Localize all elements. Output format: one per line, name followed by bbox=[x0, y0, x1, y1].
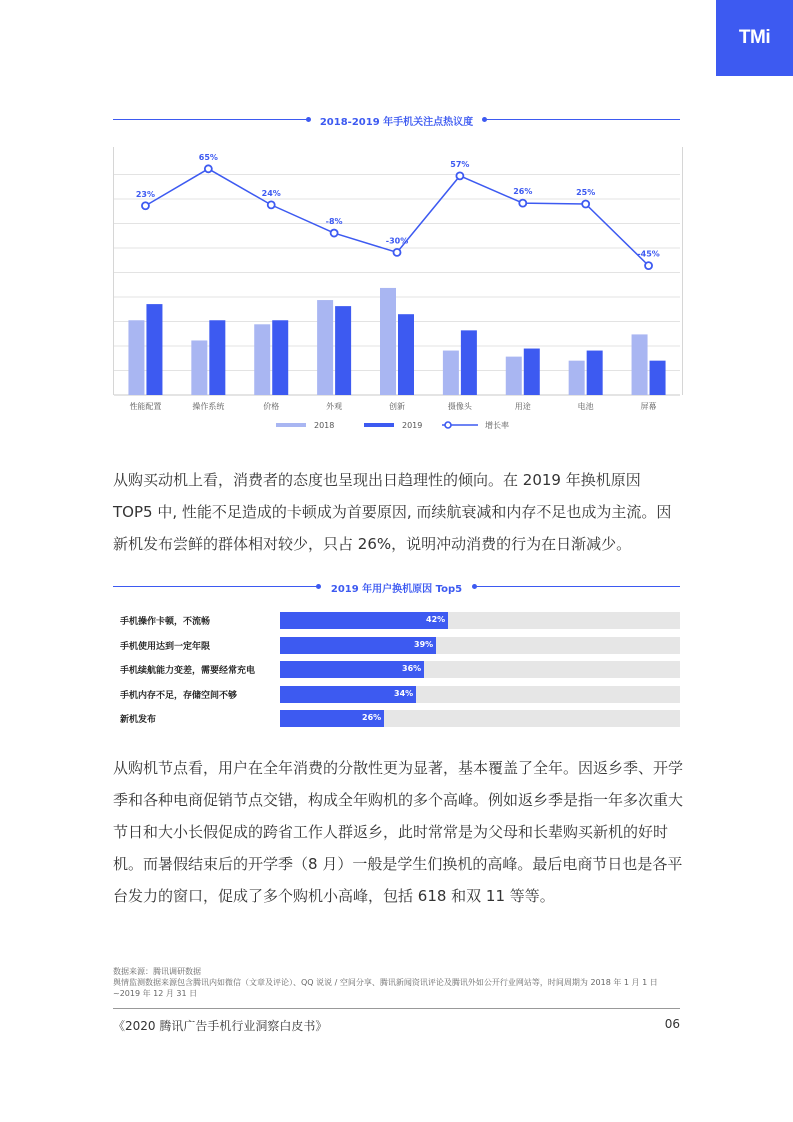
hbar-value-label: 34% bbox=[394, 688, 414, 698]
chart1-title: 2018-2019 年手机关注点热议度 bbox=[319, 117, 474, 128]
bar-2019 bbox=[650, 361, 666, 395]
growth-rate-label: 57% bbox=[450, 159, 470, 169]
source-line-1: 数据来源：腾讯调研数据 bbox=[113, 967, 201, 976]
hbar-row bbox=[120, 710, 680, 727]
growth-rate-point bbox=[268, 201, 275, 208]
paragraph-purchase-timing: 从购机节点看，用户在全年消费的分散性更为显著，基本覆盖了全年。因返乡季、开学季和各种电商促销节点交错，构成全年购机的多个高峰。例如返乡季是指一年多次重大节日和大小长假促成的跨省工作人群返乡，此时常常是为父母和长辈购买新机的好时机。而暑假结束后的开学季（8 月）一般是学生们换机的高峰。最后电商节日也是各平台发力的窗口，促成了多个购机小高峰，包括 618 和双 11 等等。 bbox=[113, 759, 684, 905]
growth-rate-point bbox=[519, 200, 526, 207]
hbar-track bbox=[280, 710, 680, 727]
x-tick-label: 价格 bbox=[263, 402, 280, 411]
growth-rate-label: 23% bbox=[135, 189, 156, 199]
hbar-category-label: 手机续航能力变差，需要经常充电 bbox=[120, 666, 256, 676]
footer-book-title: 《2020 腾讯广告手机行业洞察白皮书》 bbox=[113, 1019, 328, 1033]
bar-2018 bbox=[317, 300, 333, 395]
growth-rate-label: 26% bbox=[513, 187, 533, 197]
hbar-row bbox=[120, 612, 680, 629]
x-tick-label: 电池 bbox=[577, 402, 594, 411]
hbar-value-label: 26% bbox=[362, 713, 382, 722]
source-line-2: 舆情监测数据来源包含腾讯内如微信（文章及评论）、QQ 说说 / 空间分享、腾讯新闻资讯评论及腾讯外如公开行业网站等，时间周期为 2018 年 1 月 1 日 ~2019 年 12 月 31 日 bbox=[113, 978, 658, 998]
bar-2018 bbox=[443, 351, 459, 395]
hbar-track bbox=[280, 661, 680, 678]
hbar-category-label: 手机使用达到一定年限 bbox=[120, 641, 211, 652]
hbar-value-label: 36% bbox=[402, 664, 422, 673]
bar-2019 bbox=[209, 320, 225, 395]
growth-rate-point bbox=[456, 172, 463, 179]
bar-2018 bbox=[191, 340, 207, 395]
hbar-category-label: 新机发布 bbox=[120, 715, 157, 725]
hbar-fill bbox=[280, 612, 448, 629]
chart1-svg bbox=[0, 140, 793, 440]
growth-rate-label: -45% bbox=[637, 249, 660, 259]
bar-2019 bbox=[461, 330, 477, 395]
x-tick-label: 外观 bbox=[326, 402, 343, 411]
growth-rate-label: -8% bbox=[325, 217, 343, 227]
tmi-logo: TMi bbox=[716, 0, 793, 76]
bar-2019 bbox=[335, 306, 351, 395]
legend-label-2019: 2019 bbox=[402, 421, 423, 430]
x-tick-label: 创新 bbox=[389, 402, 405, 411]
growth-rate-point bbox=[205, 165, 212, 172]
chart2-title: 2019 年用户换机原因 Top5 bbox=[330, 584, 463, 595]
growth-rate-label: 65% bbox=[198, 152, 218, 162]
page-number: 06 bbox=[664, 1017, 680, 1031]
chart1-title-bar bbox=[113, 114, 680, 126]
hbar-category-label: 手机内存不足，存储空间不够 bbox=[120, 690, 238, 701]
x-tick-label: 用途 bbox=[514, 402, 531, 411]
x-tick-label: 操作系统 bbox=[192, 402, 225, 411]
x-tick-label: 屏幕 bbox=[640, 402, 657, 411]
bar-2018 bbox=[254, 324, 270, 395]
hbar-category-label: 手机操作卡顿，不流畅 bbox=[120, 617, 211, 627]
growth-rate-point bbox=[645, 262, 652, 269]
hbar-row bbox=[120, 637, 680, 654]
hbar-track bbox=[280, 686, 680, 703]
bar-2018 bbox=[380, 288, 396, 395]
hbar-track bbox=[280, 637, 680, 654]
growth-rate-label: 25% bbox=[576, 188, 596, 197]
legend-swatch-2019 bbox=[364, 423, 394, 427]
bar-2018 bbox=[128, 320, 144, 395]
legend-swatch-2018 bbox=[276, 423, 306, 427]
footer-divider bbox=[113, 1008, 680, 1009]
data-source-note bbox=[113, 966, 683, 999]
growth-rate-point bbox=[394, 249, 401, 256]
legend-marker-growth bbox=[445, 422, 451, 428]
bar-2018 bbox=[569, 361, 585, 395]
legend-label-growth: 增长率 bbox=[485, 421, 509, 430]
growth-rate-point bbox=[142, 202, 149, 209]
hbar-row bbox=[120, 686, 680, 703]
x-tick-label: 摄像头 bbox=[447, 402, 472, 411]
hbar-value-label: 42% bbox=[426, 615, 446, 624]
x-tick-label: 性能配置 bbox=[129, 402, 162, 411]
growth-rate-point bbox=[331, 230, 338, 237]
chart2-title-bar bbox=[113, 581, 680, 593]
hbar-fill bbox=[280, 637, 436, 654]
bar-2019 bbox=[272, 320, 288, 395]
bar-2019 bbox=[146, 304, 162, 395]
legend-label-2018: 2018 bbox=[314, 421, 335, 430]
bar-2018 bbox=[632, 334, 648, 395]
bar-2019 bbox=[524, 349, 540, 395]
growth-rate-label: -30% bbox=[385, 236, 409, 246]
hbar-track bbox=[280, 612, 680, 629]
paragraph-purchase-motivation: 从购买动机上看，消费者的态度也呈现出日趋理性的倾向。在 2019 年换机原因 TOP5 中, 性能不足造成的卡顿成为首要原因, 而续航衰减和内存不足也成为主流。因新机发布尝鲜的群体相对较少，只占 26%，说明冲动消费的行为在日渐减少。 bbox=[113, 471, 672, 553]
hbar-value-label: 39% bbox=[414, 639, 434, 649]
growth-rate-label: 24% bbox=[261, 188, 281, 198]
bar-2019 bbox=[398, 314, 414, 395]
bar-2018 bbox=[506, 357, 522, 395]
hbar-row bbox=[120, 661, 680, 678]
bar-2019 bbox=[587, 351, 603, 395]
growth-rate-point bbox=[582, 201, 589, 208]
